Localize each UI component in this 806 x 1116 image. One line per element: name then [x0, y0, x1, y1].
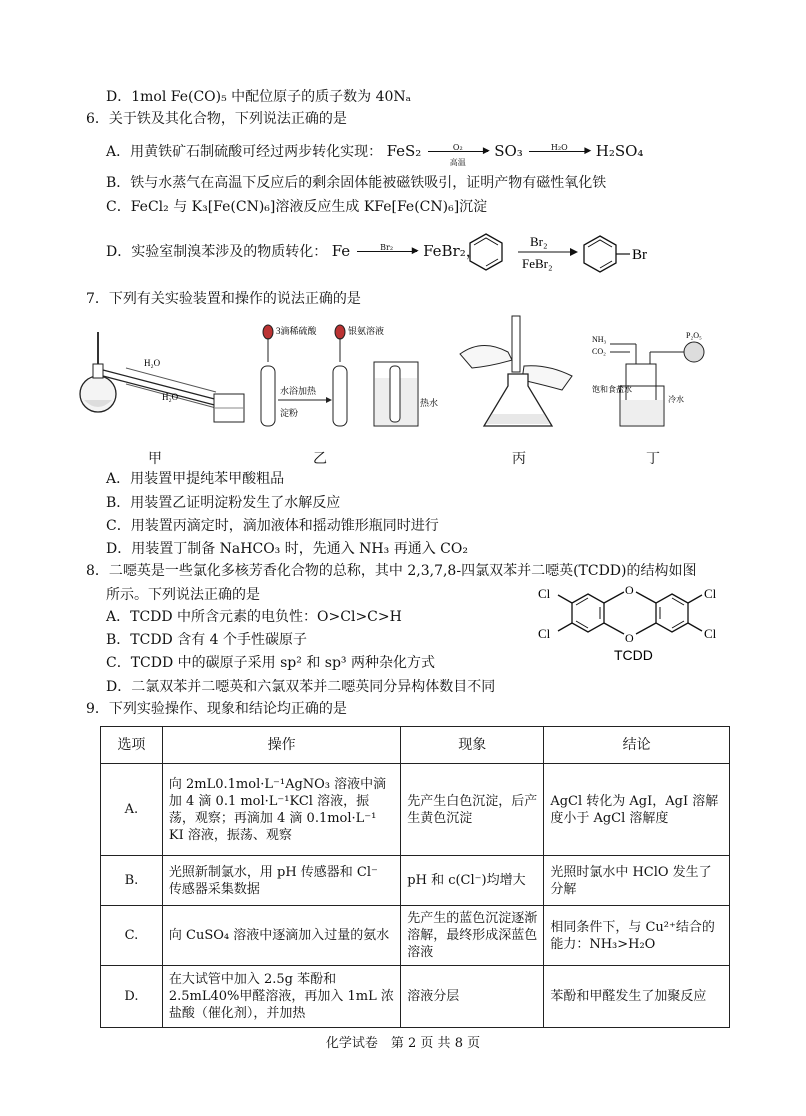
chlorine-atom: Cl	[538, 626, 551, 641]
silver-ammonia-label: 银氨溶液	[348, 326, 385, 336]
apparatus-label-ding: 丁	[646, 451, 660, 467]
apparatus-label-bing: 丙	[512, 451, 526, 467]
arrow-top-label: Br₂	[530, 234, 548, 249]
row-operation: 在大试管中加入 2.5g 苯酚和 2.5mL40%甲醛溶液，再加入 1mL 浓盐酸（催化剂），并加热	[162, 966, 400, 1028]
q6-option-c: C．FeCl₂ 与 K₃[Fe(CN)₆]溶液反应生成 KFe[Fe(CN)₆]沉淀	[106, 199, 488, 215]
row-phenomenon: 溶液分层	[401, 966, 544, 1028]
q8-option-d: D．二氯双苯并二噁英和六氯双苯并二噁英同分异构体数目不同	[106, 679, 496, 695]
q6-option-d	[106, 242, 481, 261]
water-bath-label: 水浴加热	[280, 386, 317, 396]
q9-stem: 9．下列实验操作、现象和结论均正确的是	[86, 701, 347, 717]
q8-option-a: A．TCDD 中所含元素的电负性：O>Cl>C>H	[106, 609, 402, 625]
header-operation: 操作	[162, 727, 400, 764]
row-option: C.	[101, 906, 163, 966]
brine-label: 饱和食盐水	[592, 385, 632, 394]
q6-option-a-so3: SO₃	[494, 142, 523, 160]
q6-option-a-h2so4: H₂SO₄	[595, 142, 644, 160]
acid-label: 3滴稀硫酸	[276, 326, 317, 336]
table-header-row	[101, 727, 730, 764]
reaction-arrow: Br₂ ▶	[355, 243, 419, 261]
row-conclusion: AgCl 转化为 AgI，AgI 溶解度小于 AgCl 溶解度	[544, 764, 730, 856]
q7-stem: 7．下列有关实验装置和操作的说法正确的是	[86, 291, 361, 307]
tcdd-structure	[530, 580, 730, 664]
q8-option-c: C．TCDD 中的碳原子采用 sp² 和 sp³ 两种杂化方式	[106, 655, 435, 671]
row-option: B.	[101, 856, 163, 906]
row-phenomenon: 先产生的蓝色沉淀逐渐溶解，最终形成深蓝色溶液	[401, 906, 544, 966]
header-option: 选项	[101, 727, 163, 764]
header-phenomenon: 现象	[401, 727, 544, 764]
row-option: D.	[101, 966, 163, 1028]
chlorine-atom: Cl	[704, 586, 717, 601]
q6-option-d-fe: Fe	[331, 242, 351, 260]
q7-option-a: A．用装置甲提纯苯甲酸粗品	[106, 471, 285, 487]
q8-stem-line1: 8．二噁英是一些氯化多核芳香化合物的总称，其中 2,3,7,8-四氯双苯并二噁英(TCDD)的结构如图	[86, 563, 697, 579]
reaction-arrow: O₂ ▶ 高温	[426, 143, 490, 161]
row-conclusion: 相同条件下，与 Cu²⁺结合的能力：NH₃>H₂O	[544, 906, 730, 966]
q7-option-c: C．用装置丙滴定时，滴加液体和摇动锥形瓶同时进行	[106, 518, 439, 534]
benzene-ring	[584, 236, 616, 272]
apparatus-bing-titration	[452, 314, 582, 434]
benzene-ring	[656, 594, 688, 632]
water-out-label: H₂O	[162, 392, 179, 402]
benzene-bromination-scheme	[460, 228, 660, 276]
row-conclusion: 光照时氯水中 HClO 发生了分解	[544, 856, 730, 906]
apparatus-ding-nahco3	[590, 330, 730, 434]
q7-option-b: B．用装置乙证明淀粉发生了水解反应	[106, 495, 341, 511]
row-operation: 向 2mL0.1mol·L⁻¹AgNO₃ 溶液中滴加 4 滴 0.1 mol·L⁻¹KCl 溶液，振荡，观察；再滴加 4 滴 0.1mol·L⁻¹ KI 溶液，振荡、观察	[162, 764, 400, 856]
q7-option-d: D．用装置丁制备 NaHCO₃ 时，先通入 NH₃ 再通入 CO₂	[106, 541, 468, 557]
q6-option-d-febr2: FeBr₂，	[423, 242, 481, 260]
q6-stem: 6．关于铁及其化合物，下列说法正确的是	[86, 111, 347, 127]
chlorine-atom: Cl	[704, 626, 717, 641]
nh3-label: NH₃	[592, 335, 607, 344]
row-phenomenon: pH 和 c(Cl⁻)均增大	[401, 856, 544, 906]
table-row	[101, 764, 730, 856]
q9-table	[100, 726, 730, 1028]
tcdd-label: TCDD	[614, 647, 653, 663]
co2-label: CO₂	[592, 347, 606, 356]
benzene-ring	[572, 594, 604, 632]
hot-water-label: 热水	[420, 398, 439, 408]
row-option: A.	[101, 764, 163, 856]
cold-water-label: 冷水	[668, 395, 684, 404]
q8-option-b: B．TCDD 含有 4 个手性碳原子	[106, 632, 308, 648]
arrow-top-label: H₂O	[550, 143, 568, 152]
bromine-atom-label: Br	[632, 247, 647, 263]
benzene-ring	[470, 234, 502, 270]
q8-stem-line2: 所示。下列说法正确的是	[106, 587, 260, 603]
arrow-top-label: Br₂	[380, 243, 394, 252]
table-row	[101, 856, 730, 906]
row-conclusion: 苯酚和甲醛发生了加聚反应	[544, 966, 730, 1028]
p2o5-label: P₂O₅	[686, 331, 702, 340]
table-row	[101, 906, 730, 966]
apparatus-label-yi: 乙	[313, 451, 327, 467]
q6-option-a-fes2: FeS₂	[386, 142, 422, 160]
q6-option-d-prefix: D．实验室制溴苯涉及的物质转化：	[106, 244, 328, 260]
arrow-bottom-label: FeBr₂	[522, 256, 553, 271]
q6-option-a	[106, 142, 644, 167]
row-operation: 光照新制氯水，用 pH 传感器和 Cl⁻ 传感器采集数据	[162, 856, 400, 906]
arrow-top-label: O₂	[452, 143, 463, 152]
row-operation: 向 CuSO₄ 溶液中逐滴加入过量的氨水	[162, 906, 400, 966]
row-phenomenon: 先产生白色沉淀，后产生黄色沉淀	[401, 764, 544, 856]
apparatus-label-jia: 甲	[148, 451, 162, 467]
apparatus-yi-starch-hydrolysis	[254, 322, 439, 432]
starch-label: 淀粉	[280, 408, 299, 418]
q6-option-a-prefix: A．用黄铁矿石制硫酸可经过两步转化实现：	[106, 144, 383, 160]
apparatus-jia-distillation	[76, 324, 246, 424]
header-conclusion: 结论	[544, 727, 730, 764]
q6-option-b: B．铁与水蒸气在高温下反应后的剩余固体能被磁铁吸引，证明产物有磁性氧化铁	[106, 175, 607, 191]
oxygen-atom-bottom: O	[625, 631, 634, 645]
page-footer: 化学试卷 第 2 页 共 8 页	[325, 1036, 481, 1051]
reaction-arrow: H₂O ▶	[527, 143, 591, 161]
chlorine-atom: Cl	[538, 586, 551, 601]
arrow-bottom-label: 高温	[449, 158, 466, 167]
q5-option-d: D．1mol Fe(CO)₅ 中配位原子的质子数为 40Nₐ	[106, 89, 412, 105]
oxygen-atom-top: O	[625, 583, 634, 597]
table-row	[101, 966, 730, 1028]
water-in-label: H₂O	[144, 358, 161, 368]
